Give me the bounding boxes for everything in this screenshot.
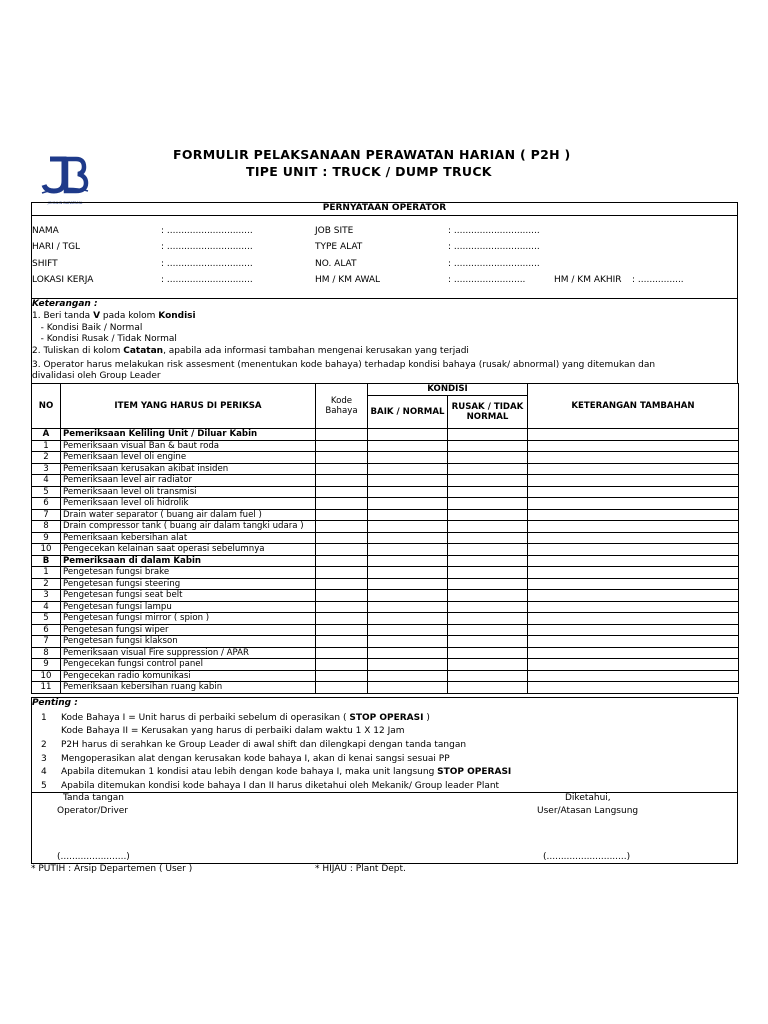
keterangan-heading: Keterangan : (32, 299, 98, 309)
row-no: 6 (32, 624, 61, 636)
keterangan-cell[interactable] (528, 659, 739, 671)
kode-bahaya-cell[interactable] (316, 624, 368, 636)
inspection-table (31, 383, 739, 694)
kode-bahaya-cell (316, 429, 368, 441)
table-row (32, 509, 739, 521)
row-no: B (32, 555, 61, 567)
field-shift[interactable]: : .............................. (161, 259, 253, 269)
baik-cell[interactable] (368, 486, 448, 498)
penting-no-5: 5 (41, 781, 47, 791)
rusak-cell[interactable] (448, 509, 528, 521)
form-title: FORMULIR PELAKSANAAN PERAWATAN HARIAN ( P2H ) (173, 147, 571, 162)
kode-bahaya-cell[interactable] (316, 475, 368, 487)
keterangan-cell[interactable] (528, 647, 739, 659)
keterangan-cell[interactable] (528, 613, 739, 625)
label-nama: NAMA (32, 226, 59, 236)
rusak-cell[interactable] (448, 613, 528, 625)
keterangan-cell[interactable] (528, 601, 739, 613)
row-item-label: Drain compressor tank ( buang air dalam tangki udara ) (61, 521, 316, 533)
kode-bahaya-cell[interactable] (316, 440, 368, 452)
row-no: 4 (32, 601, 61, 613)
row-item-label: Pengetesan fungsi seat belt (61, 590, 316, 602)
row-no: 5 (32, 613, 61, 625)
row-no: 3 (32, 463, 61, 475)
kode-bahaya-cell[interactable] (316, 670, 368, 682)
label-job-site: JOB SITE (315, 226, 354, 236)
table-row (32, 613, 739, 625)
baik-cell[interactable] (368, 578, 448, 590)
label-lokasi-kerja: LOKASI KERJA (32, 275, 94, 285)
kode-bahaya-cell[interactable] (316, 578, 368, 590)
label-hm-awal: HM / KM AWAL (315, 275, 381, 285)
keterangan-cell[interactable] (528, 624, 739, 636)
kode-bahaya-cell[interactable] (316, 682, 368, 694)
rusak-cell[interactable] (448, 452, 528, 464)
rusak-cell[interactable] (448, 682, 528, 694)
table-row (32, 624, 739, 636)
label-shift: SHIFT (32, 259, 58, 269)
table-row (32, 440, 739, 452)
baik-cell (368, 429, 448, 441)
baik-cell[interactable] (368, 521, 448, 533)
row-item-label: Drain water separator ( buang air dalam fuel ) (61, 509, 316, 521)
table-row (32, 452, 739, 464)
baik-cell[interactable] (368, 509, 448, 521)
row-no: 4 (32, 475, 61, 487)
col-baik-normal: BAIK / NORMAL (368, 396, 448, 429)
form-subtitle: TIPE UNIT : TRUCK / DUMP TRUCK (246, 164, 492, 179)
row-no: 10 (32, 670, 61, 682)
field-type-alat[interactable]: : .............................. (448, 242, 540, 252)
baik-cell[interactable] (368, 440, 448, 452)
row-item-label: Pengetesan fungsi wiper (61, 624, 316, 636)
row-no: 10 (32, 544, 61, 556)
baik-cell (368, 555, 448, 567)
row-no: 8 (32, 521, 61, 533)
penting-heading: Penting : (32, 698, 78, 708)
keterangan-cell (528, 429, 739, 441)
row-item-label: Pengetesan fungsi klakson (61, 636, 316, 648)
table-row (32, 682, 739, 694)
row-no: 7 (32, 636, 61, 648)
field-hm-akhir[interactable]: : ................ (632, 275, 684, 285)
kode-bahaya-cell[interactable] (316, 590, 368, 602)
table-row (32, 498, 739, 510)
signature-right-line[interactable]: (............................) (543, 852, 631, 862)
baik-cell[interactable] (368, 452, 448, 464)
signature-left-role: Operator/Driver (57, 806, 129, 816)
kode-bahaya-cell[interactable] (316, 509, 368, 521)
keterangan-line-2: - Kondisi Baik / Normal (32, 323, 143, 333)
penting-no-3: 3 (41, 754, 47, 764)
row-item-label: Pemeriksaan level oli transmisi (61, 486, 316, 498)
signature-box (31, 792, 738, 864)
rusak-cell (448, 429, 528, 441)
row-no: A (32, 429, 61, 441)
row-no: 9 (32, 659, 61, 671)
keterangan-cell[interactable] (528, 463, 739, 475)
baik-cell[interactable] (368, 567, 448, 579)
label-type-alat: TYPE ALAT (315, 242, 363, 252)
col-kode-bahaya: Kode Bahaya (316, 384, 368, 429)
baik-cell[interactable] (368, 601, 448, 613)
row-item-label: Pemeriksaan level oli hidrolik (61, 498, 316, 510)
row-item-label: Pemeriksaan Keliling Unit / Diluar Kabin (61, 429, 316, 441)
label-hari-tgl: HARI / TGL (32, 242, 81, 252)
label-hm-akhir: HM / KM AKHIR (554, 275, 622, 285)
row-item-label: Pengetesan fungsi brake (61, 567, 316, 579)
baik-cell[interactable] (368, 498, 448, 510)
rusak-cell[interactable] (448, 636, 528, 648)
rusak-cell[interactable] (448, 659, 528, 671)
baik-cell[interactable] (368, 590, 448, 602)
field-hm-awal[interactable]: : ......................... (448, 275, 526, 285)
table-row (32, 486, 739, 498)
kode-bahaya-cell[interactable] (316, 498, 368, 510)
row-no: 7 (32, 509, 61, 521)
signature-right-label: Diketahui, (565, 793, 611, 803)
jb-logo-icon (40, 155, 90, 199)
kode-bahaya-cell[interactable] (316, 567, 368, 579)
keterangan-cell[interactable] (528, 521, 739, 533)
penting-line-3: Mengoperasikan alat dengan kerusakan kode bahaya I, akan di kenai sangsi sesuai PP (61, 754, 450, 764)
kode-bahaya-cell[interactable] (316, 659, 368, 671)
kode-bahaya-cell[interactable] (316, 532, 368, 544)
field-hari-tgl[interactable]: : .............................. (161, 242, 253, 252)
rusak-cell (448, 555, 528, 567)
kode-bahaya-cell[interactable] (316, 613, 368, 625)
penting-line-1b: Kode Bahaya II = Kerusakan yang harus di perbaiki dalam waktu 1 X 12 Jam (61, 726, 405, 736)
col-keterangan-tambahan: KETERANGAN TAMBAHAN (528, 384, 739, 429)
table-row (32, 647, 739, 659)
keterangan-cell[interactable] (528, 509, 739, 521)
kode-bahaya-cell (316, 555, 368, 567)
row-item-label: Pengetesan fungsi mirror ( spion ) (61, 613, 316, 625)
col-rusak-tidak-normal: RUSAK / TIDAK NORMAL (448, 396, 528, 429)
row-no: 2 (32, 452, 61, 464)
penting-no-1: 1 (41, 713, 47, 723)
kode-bahaya-cell[interactable] (316, 521, 368, 533)
table-row (32, 532, 739, 544)
table-row (32, 601, 739, 613)
row-item-label: Pengecekan fungsi control panel (61, 659, 316, 671)
keterangan-line-1: 1. Beri tanda V pada kolom Kondisi (32, 311, 196, 321)
field-lokasi-kerja[interactable]: : .............................. (161, 275, 253, 285)
keterangan-line-6: divalidasi oleh Group Leader (32, 371, 161, 381)
rusak-cell[interactable] (448, 647, 528, 659)
row-no: 5 (32, 486, 61, 498)
table-row (32, 636, 739, 648)
signature-right-role: User/Atasan Langsung (537, 806, 639, 816)
row-item-label: Pengetesan fungsi steering (61, 578, 316, 590)
baik-cell[interactable] (368, 463, 448, 475)
row-item-label: Pemeriksaan level oli engine (61, 452, 316, 464)
row-item-label: Pemeriksaan kebersihan ruang kabin (61, 682, 316, 694)
kode-bahaya-cell[interactable] (316, 544, 368, 556)
baik-cell[interactable] (368, 670, 448, 682)
rusak-cell[interactable] (448, 498, 528, 510)
footer-left-note: * PUTIH : Arsip Departemen ( User ) (31, 864, 193, 874)
baik-cell[interactable] (368, 647, 448, 659)
kode-bahaya-cell[interactable] (316, 636, 368, 648)
baik-cell[interactable] (368, 544, 448, 556)
table-row (32, 590, 739, 602)
signature-left-label: Tanda tangan (63, 793, 124, 803)
keterangan-line-5: 3. Operator harus melakukan risk assesment (menentukan kode bahaya) terhadap kondisi bahaya (rusak/ abnormal) yang ditemukan dan (32, 360, 656, 370)
rusak-cell[interactable] (448, 670, 528, 682)
table-row (32, 659, 739, 671)
rusak-cell[interactable] (448, 475, 528, 487)
baik-cell[interactable] (368, 475, 448, 487)
table-row (32, 544, 739, 556)
keterangan-cell[interactable] (528, 475, 739, 487)
rusak-cell[interactable] (448, 578, 528, 590)
keterangan-cell[interactable] (528, 567, 739, 579)
section-row (32, 429, 739, 441)
operator-section-title: PERNYATAAN OPERATOR (322, 203, 447, 213)
col-kondisi: KONDISI (368, 384, 528, 396)
row-item-label: Pemeriksaan visual Fire suppression / APAR (61, 647, 316, 659)
rusak-cell[interactable] (448, 624, 528, 636)
table-row (32, 463, 739, 475)
table-row (32, 475, 739, 487)
field-nama[interactable]: : .............................. (161, 226, 253, 236)
keterangan-cell[interactable] (528, 682, 739, 694)
row-item-label: Pengetesan fungsi lampu (61, 601, 316, 613)
penting-line-2: P2H harus di serahkan ke Group Leader di awal shift dan dilengkapi dengan tanda tangan (61, 740, 467, 750)
row-item-label: Pengecekan kelainan saat operasi sebelumnya (61, 544, 316, 556)
field-no-alat[interactable]: : .............................. (448, 259, 540, 269)
table-row (32, 670, 739, 682)
kode-bahaya-cell[interactable] (316, 463, 368, 475)
rusak-cell[interactable] (448, 463, 528, 475)
kode-bahaya-cell[interactable] (316, 452, 368, 464)
penting-line-4: Apabila ditemukan 1 kondisi atau lebih dengan kode bahaya I, maka unit langsung STOP OPERASI (61, 767, 512, 777)
baik-cell[interactable] (368, 613, 448, 625)
rusak-cell[interactable] (448, 544, 528, 556)
baik-cell[interactable] (368, 636, 448, 648)
row-no: 11 (32, 682, 61, 694)
keterangan-cell[interactable] (528, 544, 739, 556)
row-item-label: Pemeriksaan kebersihan alat (61, 532, 316, 544)
row-item-label: Pemeriksaan kerusakan akibat insiden (61, 463, 316, 475)
rusak-cell[interactable] (448, 486, 528, 498)
footer-right-note: * HIJAU : Plant Dept. (315, 864, 406, 874)
table-row (32, 578, 739, 590)
row-item-label: Pemeriksaan visual Ban & baut roda (61, 440, 316, 452)
keterangan-cell[interactable] (528, 452, 739, 464)
rusak-cell[interactable] (448, 601, 528, 613)
keterangan-cell (528, 555, 739, 567)
row-item-label: Pengecekan radio komunikasi (61, 670, 316, 682)
row-no: 2 (32, 578, 61, 590)
row-no: 1 (32, 567, 61, 579)
field-job-site[interactable]: : .............................. (448, 226, 540, 236)
keterangan-cell[interactable] (528, 578, 739, 590)
row-item-label: Pemeriksaan di dalam Kabin (61, 555, 316, 567)
keterangan-cell[interactable] (528, 636, 739, 648)
label-no-alat: NO. ALAT (315, 259, 357, 269)
signature-left-line[interactable]: (.......................) (57, 852, 130, 862)
logo-caption: JOHNLIN BARATAMA (47, 201, 83, 205)
row-no: 1 (32, 440, 61, 452)
rusak-cell[interactable] (448, 567, 528, 579)
penting-line-1: Kode Bahaya I = Unit harus di perbaiki sebelum di operasikan ( STOP OPERASI ) (61, 713, 430, 723)
keterangan-cell[interactable] (528, 440, 739, 452)
baik-cell[interactable] (368, 624, 448, 636)
col-no: NO (32, 384, 61, 429)
keterangan-cell[interactable] (528, 590, 739, 602)
penting-no-4: 4 (41, 767, 47, 777)
rusak-cell[interactable] (448, 440, 528, 452)
rusak-cell[interactable] (448, 590, 528, 602)
company-logo (40, 155, 90, 205)
row-no: 6 (32, 498, 61, 510)
kode-bahaya-cell[interactable] (316, 601, 368, 613)
table-row (32, 567, 739, 579)
baik-cell[interactable] (368, 659, 448, 671)
keterangan-cell[interactable] (528, 498, 739, 510)
col-item: ITEM YANG HARUS DI PERIKSA (61, 384, 316, 429)
row-no: 9 (32, 532, 61, 544)
keterangan-cell[interactable] (528, 486, 739, 498)
penting-no-2: 2 (41, 740, 47, 750)
baik-cell[interactable] (368, 532, 448, 544)
kode-bahaya-cell[interactable] (316, 486, 368, 498)
baik-cell[interactable] (368, 682, 448, 694)
keterangan-cell[interactable] (528, 532, 739, 544)
keterangan-cell[interactable] (528, 670, 739, 682)
penting-line-5: Apabila ditemukan kondisi kode bahaya I dan II harus diketahui oleh Mekanik/ Group leader Plant (61, 781, 500, 791)
table-row (32, 521, 739, 533)
row-no: 8 (32, 647, 61, 659)
rusak-cell[interactable] (448, 532, 528, 544)
row-no: 3 (32, 590, 61, 602)
keterangan-line-3: - Kondisi Rusak / Tidak Normal (32, 334, 177, 344)
section-row (32, 555, 739, 567)
keterangan-line-4: 2. Tuliskan di kolom Catatan, apabila ada informasi tambahan mengenai kerusakan yang terjadi (32, 346, 469, 356)
rusak-cell[interactable] (448, 521, 528, 533)
row-item-label: Pemeriksaan level air radiator (61, 475, 316, 487)
kode-bahaya-cell[interactable] (316, 647, 368, 659)
